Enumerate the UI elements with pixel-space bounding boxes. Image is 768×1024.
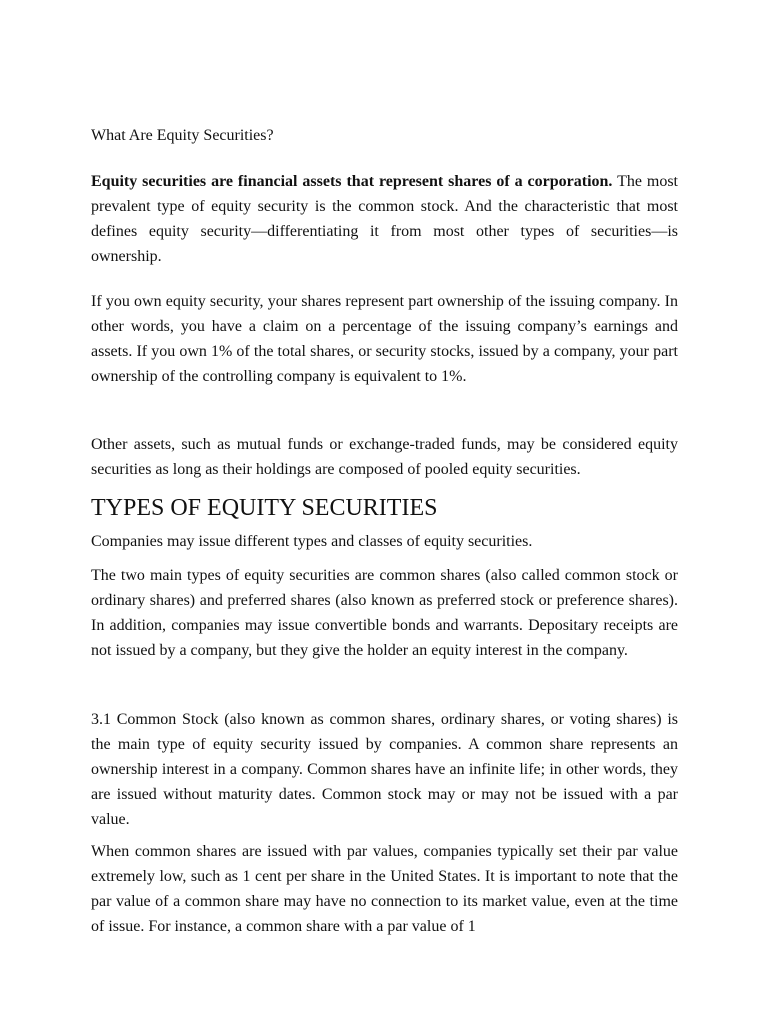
paragraph-par-value: When common shares are issued with par values, companies typically set their par value extremely low, such as 1 cent per share in the United States. It is important to note that the par value of a common share may have no connection to its market value, even at the time of issue. For instance, a common share with a par value of 1	[91, 843, 678, 935]
paragraph-main-types: The two main types of equity securities are common shares (also called common stock or ordinary shares) and preferred shares (also known as preferred stock or preference shares). In addition, companies may issue convertible bonds and warrants. Depositary receipts are not issued by a company, but they give the holder an equity interest in the company.	[91, 567, 678, 659]
intro-lead-bold: Equity securities are financial assets that represent shares of a corporation.	[91, 173, 613, 190]
document-title: What Are Equity Securities?	[91, 127, 274, 144]
paragraph-types-intro: Companies may issue different types and classes of equity securities.	[91, 533, 533, 550]
intro-rest: The most prevalent type of equity security is the common stock. And the characteristic that most defines equity security—differentiating it from most other types of securities—is ownership.	[91, 173, 679, 265]
paragraph-other-assets: Other assets, such as mutual funds or exchange-traded funds, may be considered equity securities as long as their holdings are composed of pooled equity securities.	[91, 436, 678, 478]
section-title: TYPES OF EQUITY SECURITIES	[91, 495, 438, 521]
intro-paragraph	[91, 169, 678, 269]
paragraph-common-stock: 3.1 Common Stock (also known as common shares, ordinary shares, or voting shares) is the main type of equity security issued by companies. A common share represents an ownership interest in a company. Common shares have an infinite life; in other words, they are issued without maturity dates. Common stock may or may not be issued with a par value.	[91, 711, 678, 828]
paragraph-ownership: If you own equity security, your shares represent part ownership of the issuing company. In other words, you have a claim on a percentage of the issuing company’s earnings and assets. If you own 1% of the total shares, or security stocks, issued by a company, your part ownership of the controlling company is equivalent to 1%.	[91, 293, 678, 385]
